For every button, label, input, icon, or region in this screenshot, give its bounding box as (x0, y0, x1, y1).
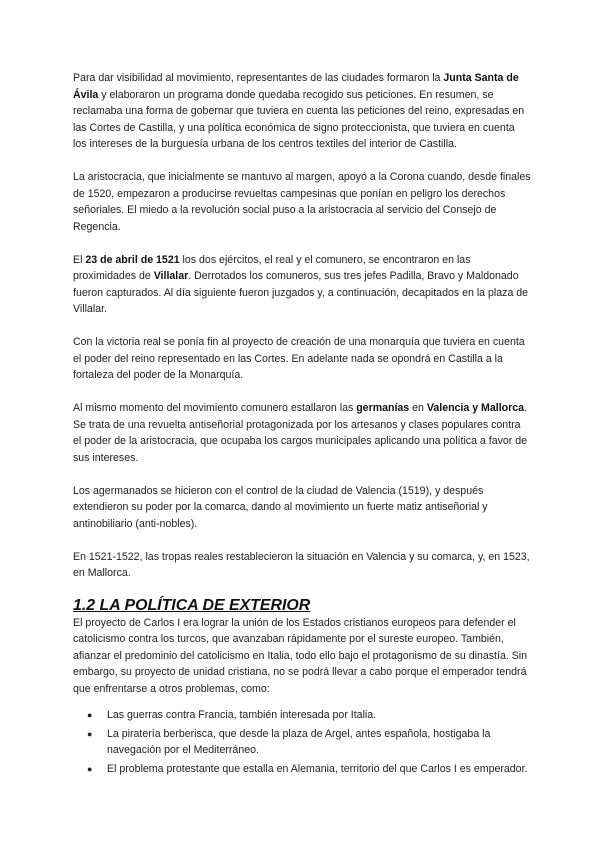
paragraph-text: La aristocracia, que inicialmente se mantuvo al margen, apoyó a la Corona cuando, desde finales de 1520, empezaron a producirse revueltas campesinas que ponían en peligro los derechos señoriales. El miedo a la revolución social puso a la aristocracia al servicio del Consejo de Regencia. (73, 171, 531, 233)
bullet-icon: ● (87, 728, 93, 739)
paragraphs-container (73, 70, 531, 582)
list-item-text: La piratería berberisca, que desde la plaza de Argel, antes española, hostigaba la navegación por el Mediterráneo. (107, 727, 491, 756)
paragraph-text: . Se trata de una revuelta antiseñorial protagonizada por los artesanos y clases populares contra el poder de la aristocracia, que ocupaba los cargos municipales aplicando una política a favor de sus intereses. (73, 402, 528, 464)
list-item-text: Las guerras contra Francia, también interesada por Italia. (107, 709, 377, 721)
paragraph-text: en (409, 402, 427, 414)
body-paragraph (73, 400, 531, 466)
list-item-text: El problema protestante que estalla en Alemania, territorio del que Carlos I es emperador. (107, 762, 528, 775)
bold-text: Junta Santa de Ávila (73, 72, 519, 101)
section-intro-paragraph: El proyecto de Carlos I era lograr la unión de los Estados cristianos europeos para defender el catolicismo contra los turcos, que avanzaban rápidamente por el sureste europeo. También, afianzar el predominio del catolicismo en Italia, todo ello bajo el protagonismo de su dinastía. Sin embargo, su proyecto de unidad cristiana, no se podrá llevar a cabo porque el emperador tendrá que enfrentarse a otros problemas, como: (73, 616, 528, 695)
paragraph-text: Con la victoria real se ponía fin al proyecto de creación de una monarquía que tuviera en cuenta el poder del reino representado en las Cortes. En adelante nada se opondrá en Castilla a la fortaleza del poder de la Monarquía. (73, 336, 525, 381)
bullet-icon: ● (87, 763, 93, 774)
body-paragraph (73, 483, 531, 533)
paragraph-text: . Derrotados los comuneros, sus tres jefes Padilla, Bravo y Maldonado fueron capturados. Al día siguiente fueron juzgados y, a continuación, decapitados en la plaza de Villalar. (73, 270, 529, 315)
body-paragraph (73, 169, 531, 235)
paragraph-text: y elaboraron un programa donde quedaba recogido sus peticiones. En resumen, se reclamaba una forma de gobernar que tuviera en cuenta las peticiones del reino, expresadas en las Cortes de Castilla, y una política económica de signo proteccionista, que tuviera en cuenta los intereses de la burguesía urbana de los centros textiles del interior de Castilla. (73, 88, 525, 150)
bold-text: 23 de abril de 1521 (85, 253, 180, 266)
paragraph-text: El (73, 253, 86, 266)
bullet-icon: ● (87, 710, 93, 720)
paragraph-text: Al mismo momento del movimiento comunero estallaron las (73, 402, 357, 414)
paragraph-text: En 1521-1522, las tropas reales restablecieron la situación en Valencia y su comarca, y, en 1523, en Mallorca. (73, 550, 530, 579)
body-paragraph (73, 70, 531, 153)
paragraph-text: Los agermanados se hicieron con el control de la ciudad de Valencia (1519), y después extendieron su poder por la comarca, dando al movimiento un fuerte matiz antiseñorial y antinobiliario (anti-nobles). (73, 484, 488, 530)
body-paragraph (73, 252, 531, 318)
paragraph-text: Para dar visibilidad al movimiento, representantes de las ciudades formaron la (73, 72, 444, 84)
list-item (73, 726, 531, 759)
body-paragraph (73, 334, 531, 384)
document-page (73, 70, 531, 779)
body-paragraph (73, 549, 531, 582)
bold-text: Villalar (153, 270, 189, 282)
paragraph-text: los dos ejércitos, el real y el comunero, se encontraron en las proximidades de (73, 253, 471, 282)
bullet-list (73, 707, 531, 777)
list-item (73, 761, 531, 778)
section-heading: 1.2 LA POLÍTICA DE EXTERIOR (73, 597, 311, 614)
bold-text: germanías (356, 402, 410, 414)
bold-text: Valencia y Mallorca (426, 402, 525, 414)
list-item (73, 707, 531, 724)
